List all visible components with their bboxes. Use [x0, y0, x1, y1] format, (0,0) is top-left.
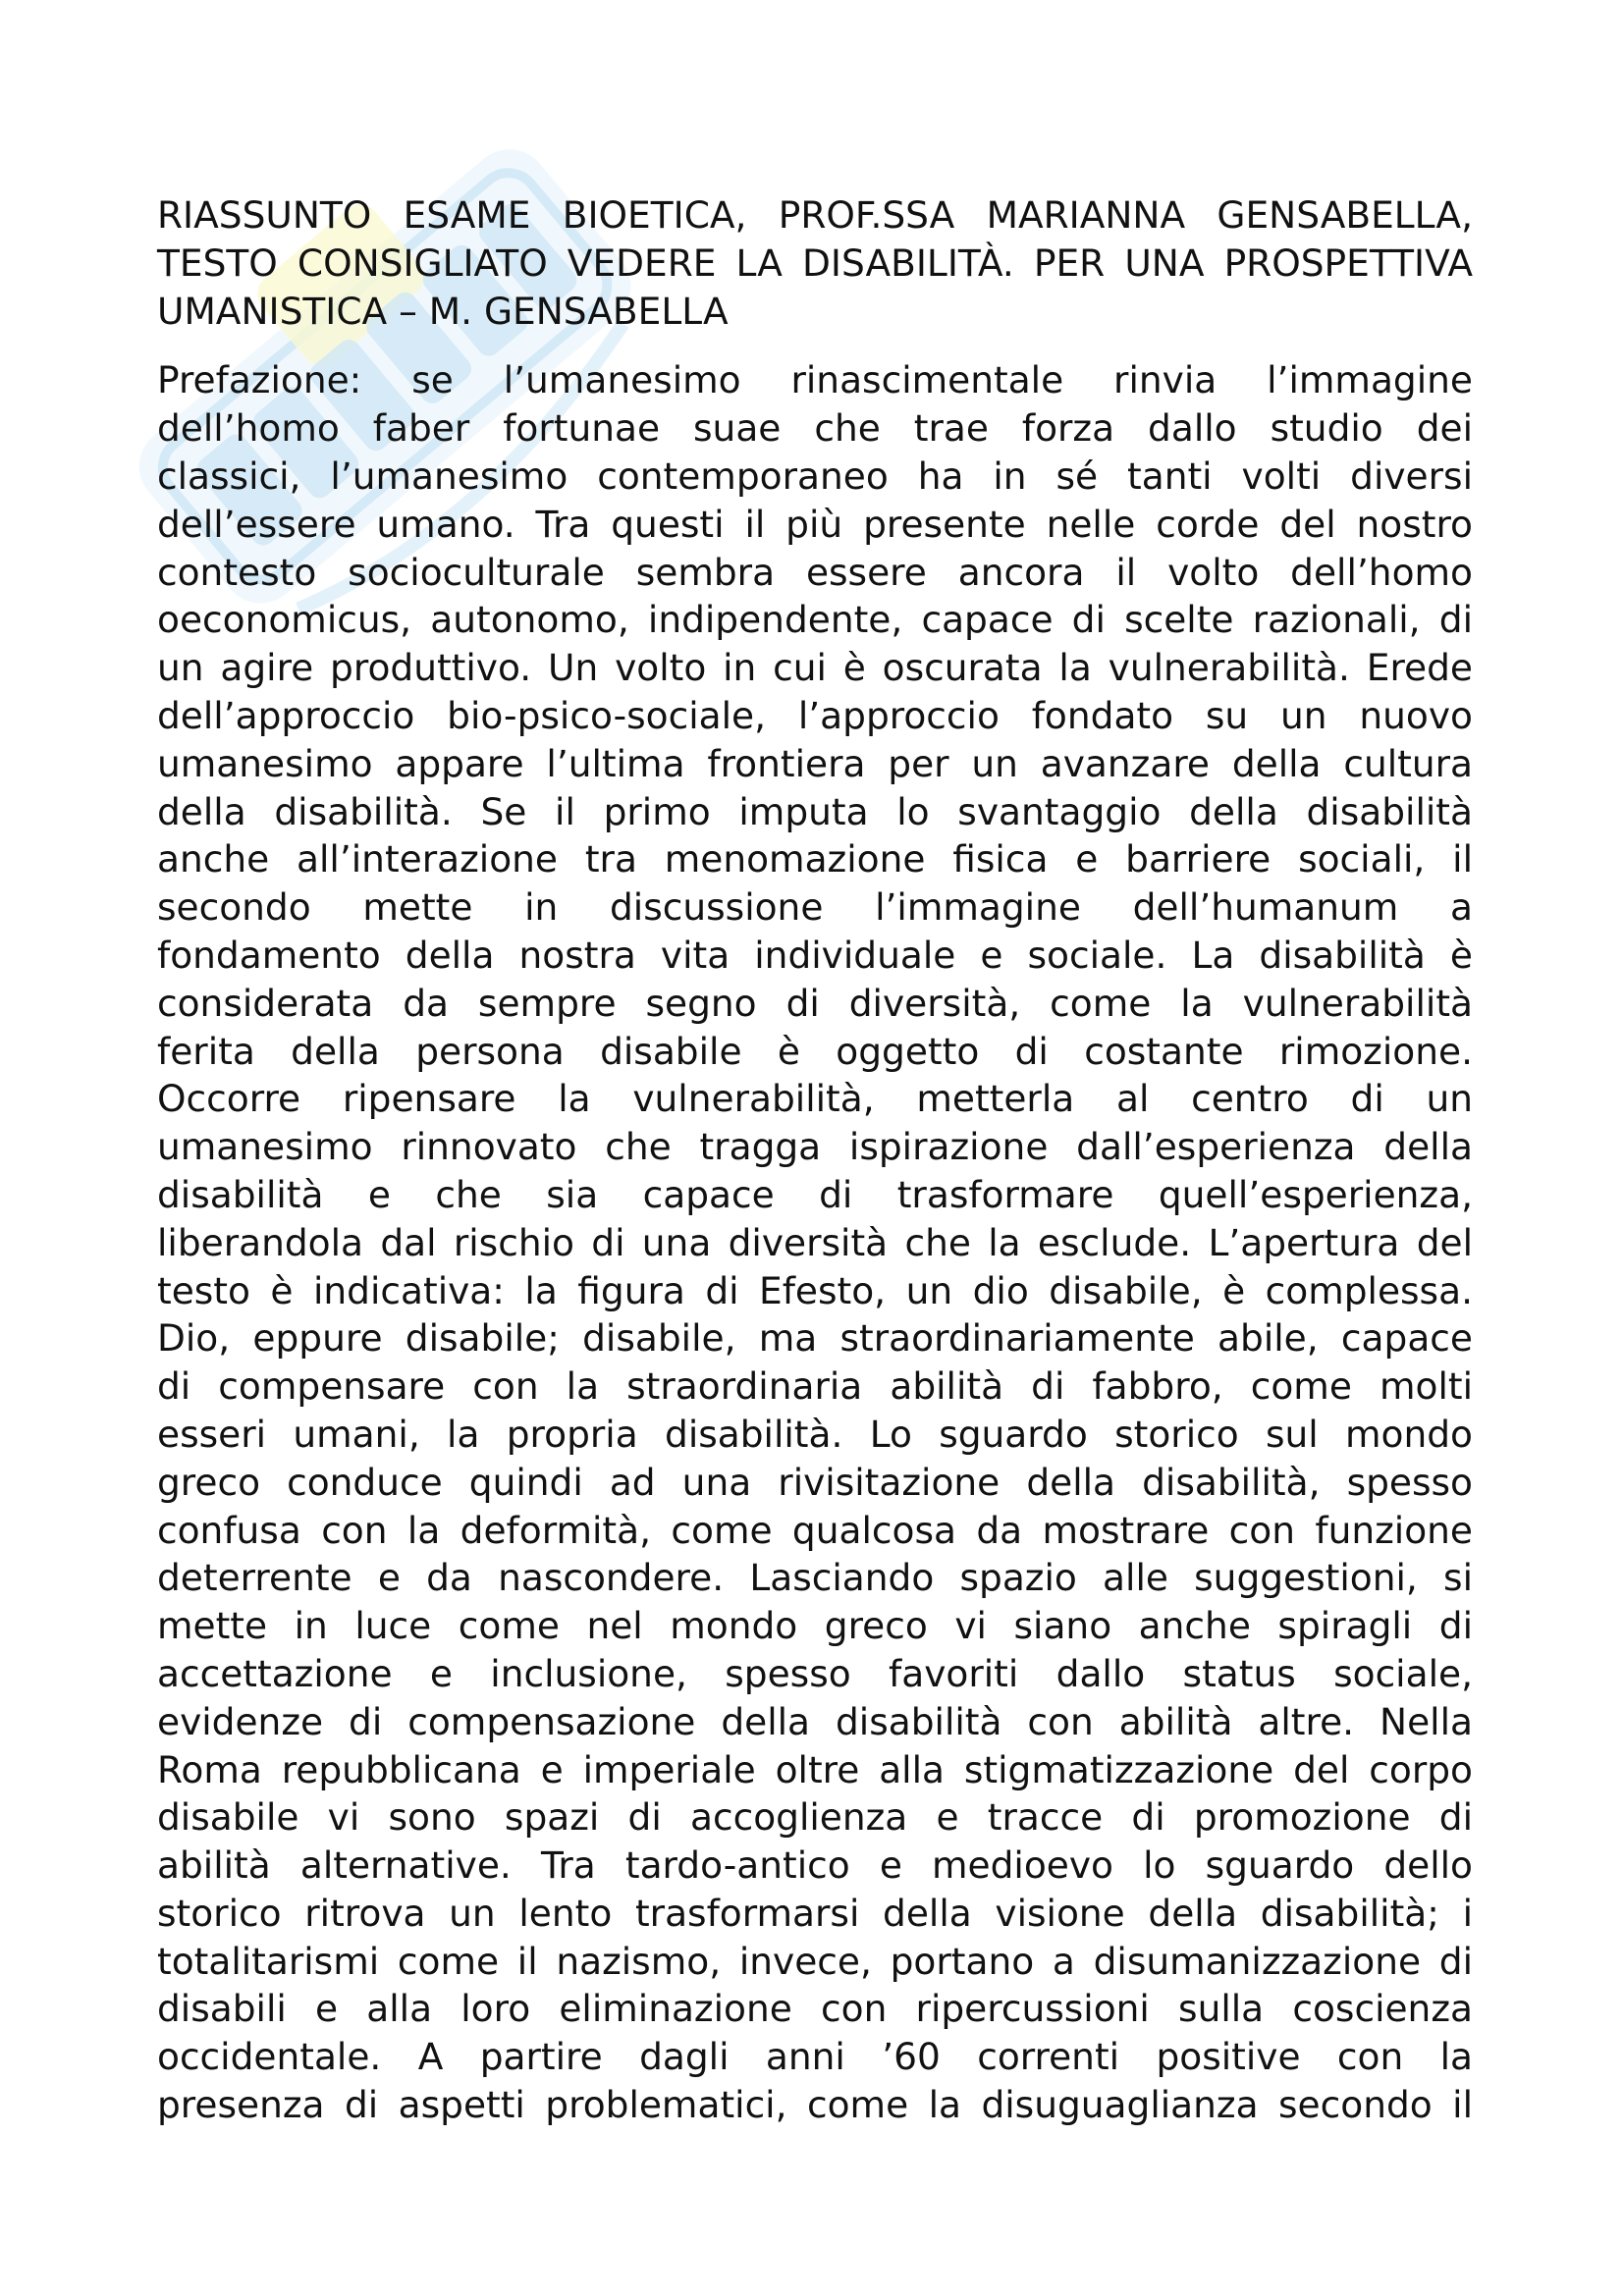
body-line: accettazione e inclusione, spesso favoriti dallo status sociale, [157, 1651, 1473, 1695]
body-line: Roma repubblicana e imperiale oltre alla stigmatizzazione del corpo [157, 1747, 1473, 1791]
body-line: Dio, eppure disabile; disabile, ma straordinariamente abile, capace [157, 1316, 1473, 1361]
body-line: secondo mette in discussione l’immagine dell’humanum a [157, 885, 1473, 930]
body-line: storico ritrova un lento trasformarsi della visione della disabilità; i [157, 1891, 1473, 1935]
body-line: confusa con la deformità, come qualcosa da mostrare con funzione [157, 1508, 1473, 1552]
body-line: abilità alternative. Tra tardo-antico e medioevo lo sguardo dello [157, 1843, 1473, 1888]
title-line: UMANISTICA – M. GENSABELLA [157, 289, 729, 333]
body-line: mette in luce come nel mondo greco vi siano anche spiragli di [157, 1604, 1473, 1648]
body-line: Occorre ripensare la vulnerabilità, metterla al centro di un [157, 1077, 1473, 1121]
body-line: liberandola dal rischio di una diversità che la esclude. L’apertura del [157, 1220, 1473, 1264]
body-line: greco conduce quindi ad una rivisitazione della disabilità, spesso [157, 1460, 1473, 1504]
body-line: umanesimo rinnovato che tragga ispirazione dall’esperienza della [157, 1125, 1473, 1169]
document-title [157, 191, 1473, 335]
body-line: presenza di aspetti problematici, come la disuguaglianza secondo il [157, 2083, 1473, 2127]
document-page [157, 191, 1473, 2129]
body-line: anche all’interazione tra menomazione fisica e barriere sociali, il [157, 837, 1473, 881]
body-line: considerata da sempre segno di diversità, come la vulnerabilità [157, 981, 1473, 1025]
body-line: deterrente e da nascondere. Lasciando spazio alle suggestioni, si [157, 1556, 1473, 1600]
body-line: testo è indicativa: la figura di Efesto, un dio disabile, è complessa. [157, 1268, 1473, 1312]
body-line: ferita della persona disabile è oggetto di costante rimozione. [157, 1029, 1473, 1073]
body-line: classici, l’umanesimo contemporaneo ha in sé tanti volti diversi [157, 454, 1473, 498]
body-line: un agire produttivo. Un volto in cui è oscurata la vulnerabilità. Erede [157, 646, 1473, 690]
body-line: occidentale. A partire dagli anni ’60 correnti positive con la [157, 2035, 1473, 2079]
body-line: dell’homo faber fortunae suae che trae forza dallo studio dei [157, 406, 1473, 451]
body-line: disabili e alla loro eliminazione con ripercussioni sulla coscienza [157, 1987, 1473, 2031]
body-line: della disabilità. Se il primo imputa lo svantaggio della disabilità [157, 789, 1473, 833]
body-line: esseri umani, la propria disabilità. Lo sguardo storico sul mondo [157, 1412, 1473, 1456]
document-body [157, 356, 1473, 2128]
title-line: TESTO CONSIGLIATO VEDERE LA DISABILITÀ. PER UNA PROSPETTIVA [157, 240, 1473, 285]
body-line: disabile vi sono spazi di accoglienza e tracce di promozione di [157, 1795, 1473, 1840]
body-line: fondamento della nostra vita individuale e sociale. La disabilità è [157, 933, 1473, 977]
body-line: di compensare con la straordinaria abilità di fabbro, come molti [157, 1364, 1473, 1409]
body-line: totalitarismi come il nazismo, invece, portano a disumanizzazione di [157, 1939, 1473, 1983]
body-line: contesto socioculturale sembra essere ancora il volto dell’homo [157, 550, 1473, 594]
body-line: dell’essere umano. Tra questi il più presente nelle corde del nostro [157, 502, 1473, 546]
body-line: Prefazione: se l’umanesimo rinascimentale rinvia l’immagine [157, 358, 1473, 402]
body-line: umanesimo appare l’ultima frontiera per un avanzare della cultura [157, 741, 1473, 785]
body-line: evidenze di compensazione della disabilità con abilità altre. Nella [157, 1699, 1473, 1743]
body-line: disabilità e che sia capace di trasformare quell’esperienza, [157, 1172, 1473, 1216]
body-line: oeconomicus, autonomo, indipendente, capace di scelte razionali, di [157, 598, 1473, 642]
body-line: dell’approccio bio-psico-sociale, l’approccio fondato su un nuovo [157, 693, 1473, 737]
title-line: RIASSUNTO ESAME BIOETICA, PROF.SSA MARIANNA GENSABELLA, [157, 193, 1473, 237]
